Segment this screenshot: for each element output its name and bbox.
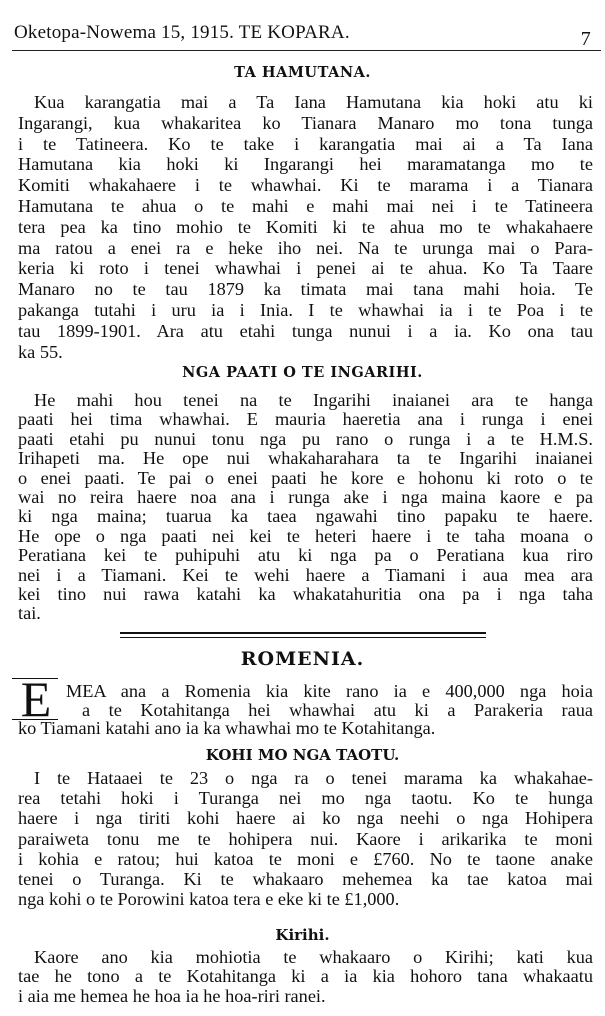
text-line: i kohia e ratou; hui katoa te moni e £760. No te taone anake — [18, 848, 593, 869]
section-title-kohi: KOHI MO NGA TAOTU. — [205, 746, 400, 764]
text-line: tae he tono a te Kotahitanga ki a ia kia hohoro tana whakaatu — [18, 967, 593, 987]
text-line: He ope o nga paati nei kei te heteri haere i te taha moana o — [18, 526, 593, 546]
section-title-kirihi: Kirihi. — [275, 926, 330, 944]
article-romenia — [18, 682, 593, 738]
page-number: 7 — [580, 28, 591, 50]
text-line: tau 1899-1901. Ara atu etahi tunga nunui i a ia. Ko ona tau — [18, 320, 593, 341]
text-line: Hamutana te ahua o te mahi e mahi mai nei i te Tatineera — [18, 195, 593, 216]
text-line: ko Tiamani katahi ano ia ka whawhai mo te Kotahitanga. — [18, 719, 436, 738]
text-line: i aia me hemea he hoa ia he hoa-riri ranei. — [18, 986, 326, 1006]
section-title-hamutana: TA HAMUTANA. — [234, 64, 371, 81]
text-line: ma ratou a enei ra e heke iho nei. Na te urunga mai o Para- — [18, 237, 593, 258]
text-line: ki nga maina; tuarua ka taea ngawahi tino papaku te haere. — [18, 507, 593, 527]
text-line: nei i a Tiamani. Kei te wehi haere a Tiamani i aua mea ara — [18, 565, 593, 585]
article-hamutana — [18, 92, 593, 362]
text-line: Komiti whakahaere i te whawhai. Ki te marama i a Tianara — [18, 175, 593, 196]
page-header — [14, 22, 595, 48]
text-line: haere i nga tiriti kohi haere ai ko nga neehi o nga Hohipera — [18, 808, 593, 829]
text-line: tera pea ka tino mohio te Komiti ki te ahua mo te whakahaere — [18, 216, 593, 237]
text-line: pakanga tutahi i uru ia i Inia. I te whawhai ia i te Poa i te — [18, 299, 593, 320]
article-kohi — [18, 768, 593, 909]
article-kirihi — [18, 948, 593, 1006]
text-line: i te Tatineera. Ko te take i karangatia mai ai a Ta Iana — [18, 133, 593, 154]
text-line: kei tino nui rawa katahi ka whakatahuritia ona pa i nga taha — [18, 584, 593, 604]
section-divider — [120, 632, 486, 638]
section-title-romenia: ROMENIA. — [240, 648, 365, 670]
drop-cap: E — [20, 671, 52, 727]
text-line: MEA ana a Romenia kia kite rano ia e 400,000 nga hoia — [66, 682, 593, 701]
text-line: paati hei tima whawhai. E mauria haeretia ana i runga i enei — [18, 410, 593, 430]
header-rule — [12, 50, 601, 51]
text-line: paraiweta tonu me te hohipera nui. Kaore i arikarika te moni — [18, 828, 593, 849]
section-title-paati: NGA PAATI O TE INGARIHI. — [182, 364, 423, 381]
text-line: He mahi hou tenei na te Ingarihi inaianei ara te hanga — [34, 391, 593, 410]
text-line: Peratiana kei te puhipuhi atu ki nga pa o Peratiana kua riro — [18, 546, 593, 566]
text-line: Manaro no te tau 1879 ka timata mai tana mahi hoia. Te — [18, 279, 593, 300]
text-line: nga kohi o te Porowini katoa tera e eke ki te £1,000. — [18, 889, 400, 910]
text-line: Ingarangi, kua whakaritea ko Tianara Manaro mo tona tunga — [18, 112, 593, 133]
text-line: ka 55. — [18, 341, 63, 362]
text-line: keria ki roto i tenei whawhai i penei ai te ahua. Ko Ta Taare — [18, 258, 593, 279]
text-line: paati etahi pu nunui tonu nga pu rano o runga i a te H.M.S. — [18, 429, 593, 449]
text-line: tai. — [18, 604, 41, 624]
text-line: Kaore ano kia mohiotia te whakaaro o Kirihi; kati kua — [34, 948, 593, 967]
text-line: Irihapeti ma. He ope nui whakaharahara ta te Ingarihi inaianei — [18, 449, 593, 469]
text-line: o enei paati. Te pai o enei paati he kore e hohonu ki roto o te — [18, 468, 593, 488]
text-line: tenei o Turanga. Ki te whakaaro mehemea ka tae katoa mai — [18, 868, 593, 889]
text-line: Kua karangatia mai a Ta Iana Hamutana kia hoki atu ki — [34, 92, 593, 112]
text-line: I te Hataaei te 23 o nga ra o tenei marama ka whakahae- — [34, 768, 593, 788]
text-line: a te Kotahitanga hei whawhai atu ki a Parakeria raua — [82, 700, 593, 719]
text-line: Hamutana kia hoki ki Ingarangi hei maramatanga mo te — [18, 154, 593, 175]
article-paati — [18, 391, 593, 624]
text-line: rea tetahi hoki i Turanga nei mo nga taotu. Ko te hunga — [18, 788, 593, 809]
text-line: wai no reira haere noa ana i runga ake i nga maina kaore e pa — [18, 487, 593, 507]
masthead-line: Oketopa-Nowema 15, 1915. TE KOPARA. — [14, 22, 350, 43]
